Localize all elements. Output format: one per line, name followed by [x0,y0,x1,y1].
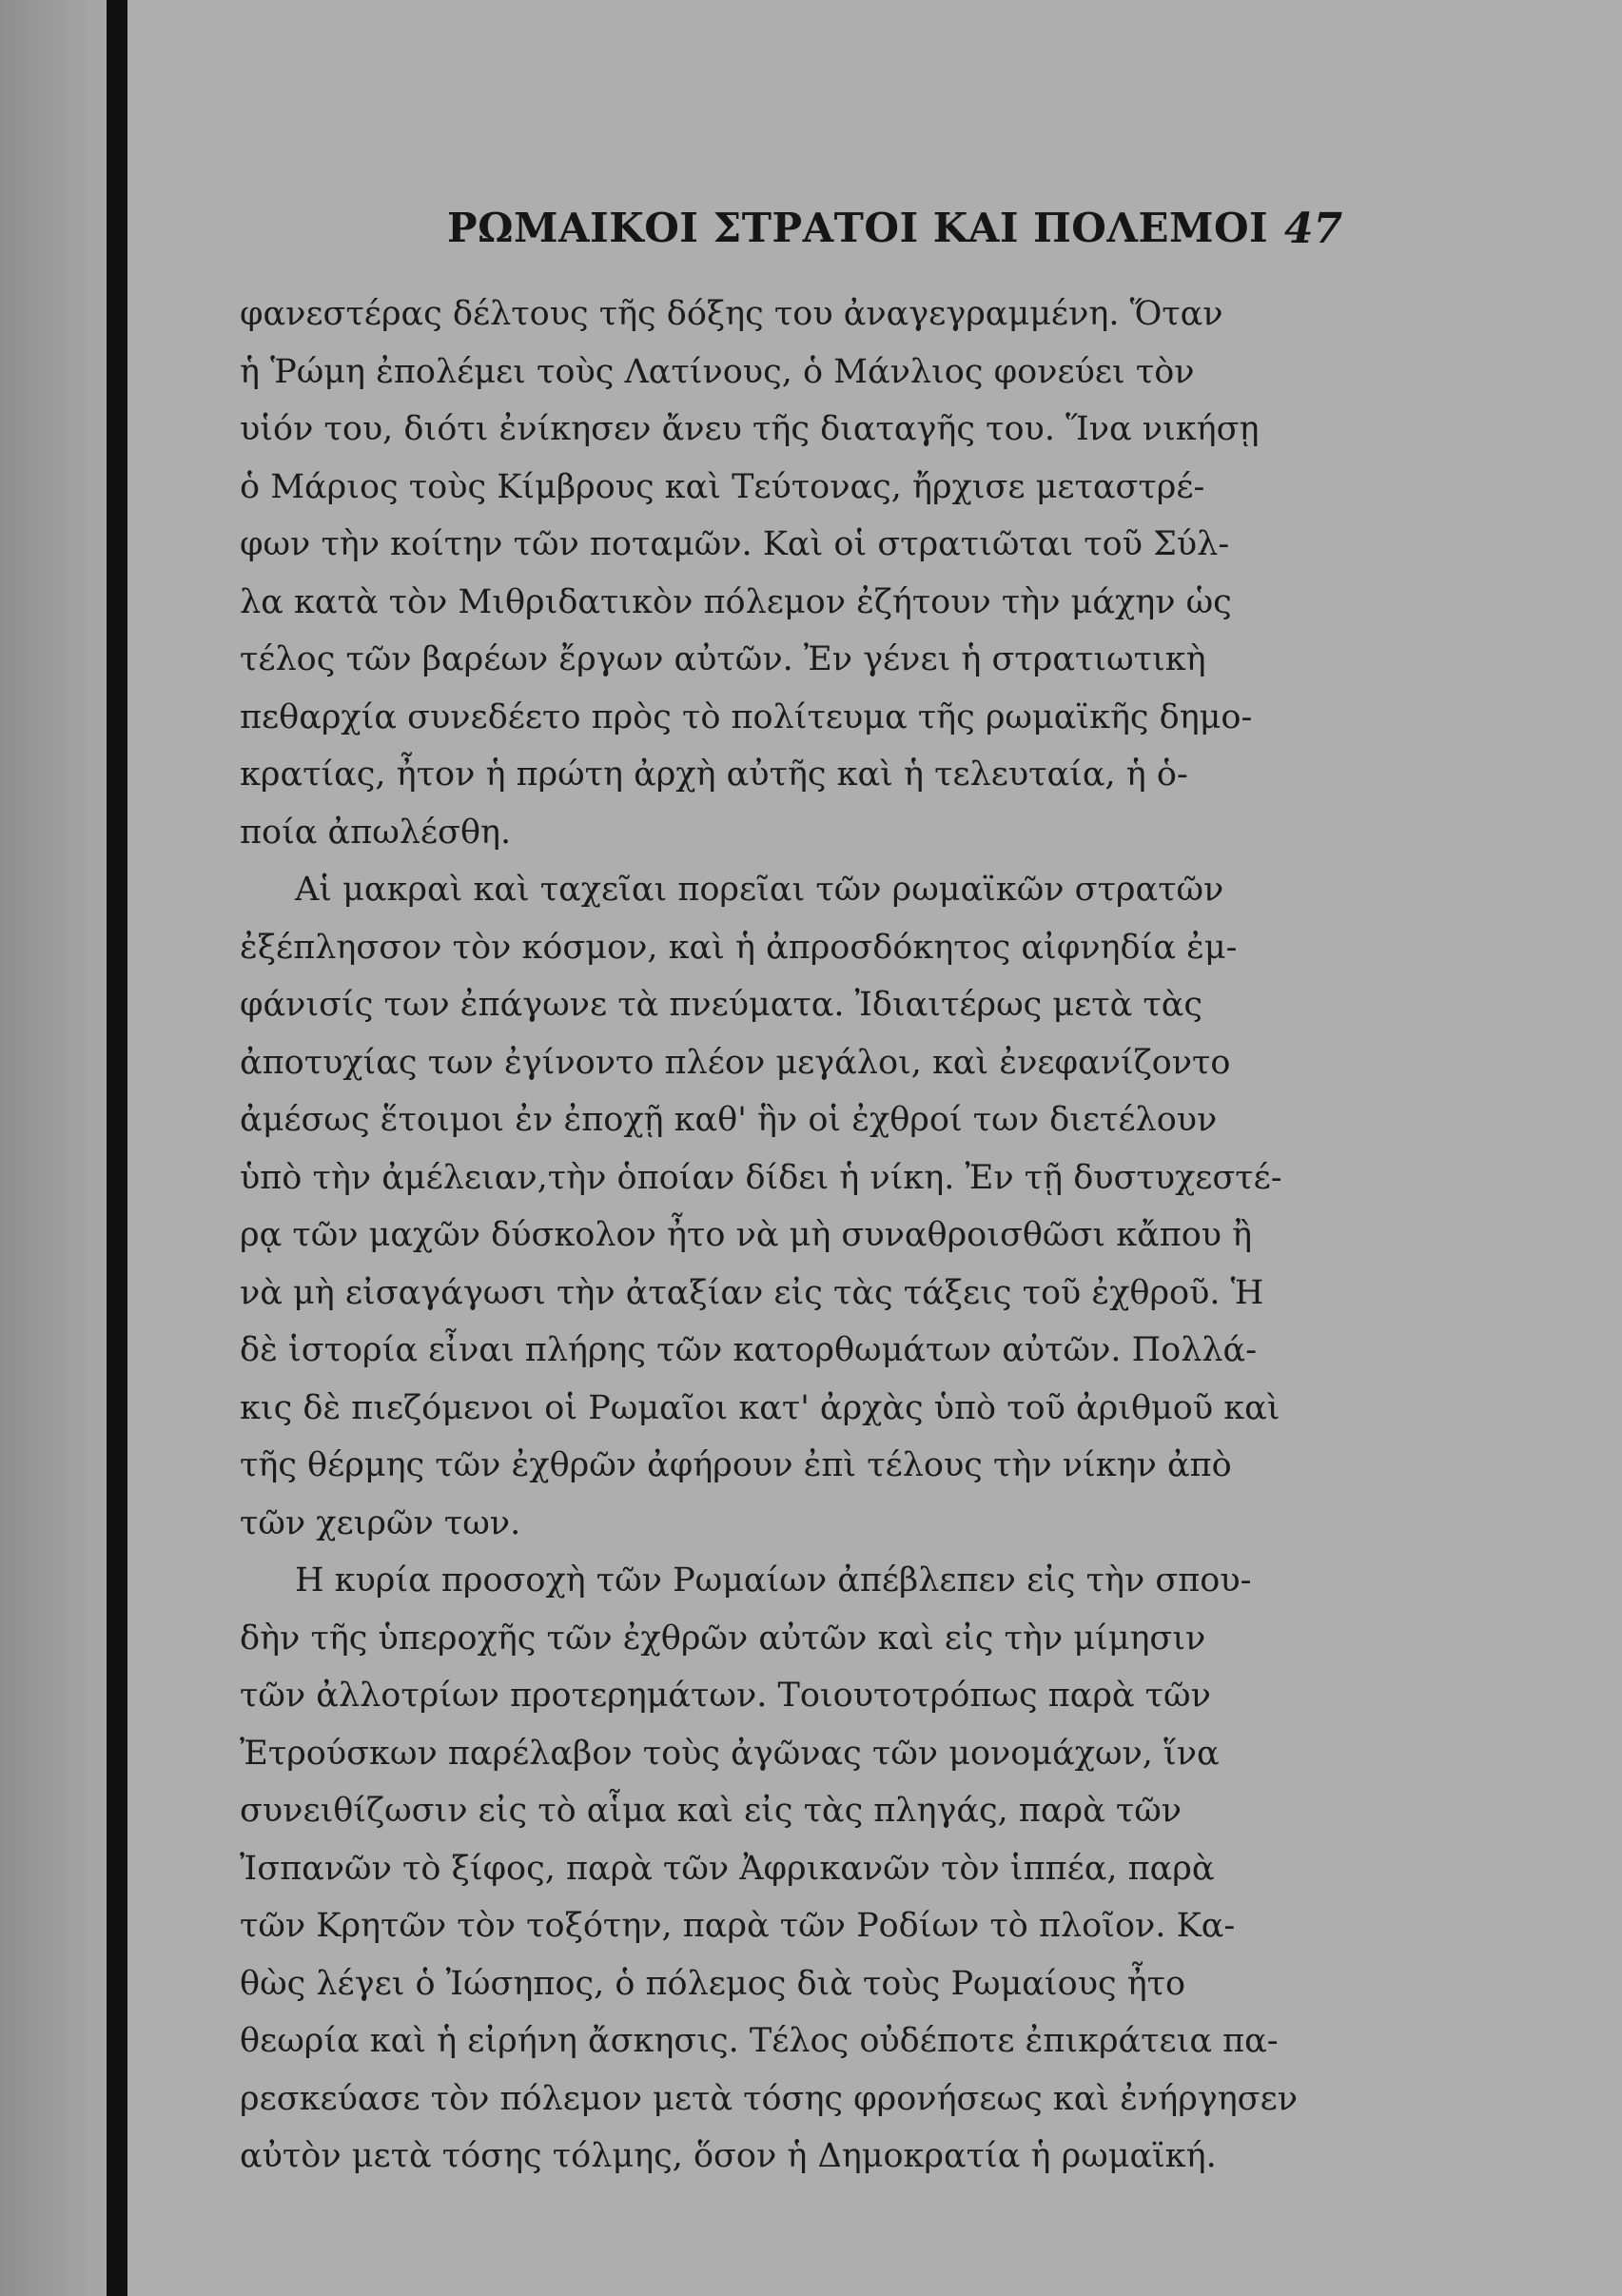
text-line: ρᾳ τῶν μαχῶν δύσκολον ἦτο νὰ μὴ συναθροισθῶσι κἄπου ἢ [240,1216,1253,1254]
text-line: ὁ Μάριος τοὺς Κίμβρους καὶ Τεύτονας, ἤρχισε μεταστρέ- [240,467,1205,506]
paragraph [240,1552,1334,2186]
text-line: τῶν Κρητῶν τὸν τοξότην, παρὰ τῶν Ροδίων τὸ πλοῖον. Κα- [240,1907,1236,1945]
text-line: φων τὴν κοίτην τῶν ποταμῶν. Καὶ οἱ στρατιῶται τοῦ Σύλ- [240,525,1230,563]
text-line: Ἰσπανῶν τὸ ξίφος, παρὰ τῶν Ἀφρικανῶν τὸν ἱππέα, παρὰ [240,1849,1215,1888]
text-line: τῶν χειρῶν των. [240,1503,521,1542]
text-line: φανεστέρας δέλτους τῆς δόξης του ἀναγεγραμμένη. Ὅταν [240,295,1223,333]
page-number: 47 [1284,205,1343,253]
text-line: Ἐτρούσκων παρέλαβον τοὺς ἀγῶνας τῶν μονομάχων, ἵνα [240,1734,1220,1773]
text-line: ποία ἀπωλέσθη. [240,813,512,852]
text-line: συνειθίζωσιν εἰς τὸ αἷμα καὶ εἰς τὰς πληγάς, παρὰ τῶν [240,1792,1182,1830]
text-line: τῶν ἀλλοτρίων προτερημάτων. Τοιουτοτρόπως παρὰ τῶν [240,1677,1211,1715]
text-line: δὴν τῆς ὑπεροχῆς τῶν ἐχθρῶν αὐτῶν καὶ εἰς τὴν μίμησιν [240,1619,1206,1658]
text-line: ὑπὸ τὴν ἀμέλειαν,τὴν ὁποίαν δίδει ἡ νίκη. Ἐν τῇ δυστυχεστέ- [240,1158,1282,1197]
text-line: πεθαρχία συνεδέετο πρὸς τὸ πολίτευμα τῆς ρωμαϊκῆς δημο- [240,697,1253,736]
text-line: λα κατὰ τὸν Μιθριδατικὸν πόλεμον ἐζήτουν τὴν μάχην ὡς [240,582,1232,621]
text-line: θεωρία καὶ ἡ εἰρήνη ἄσκησις. Τέλος οὐδέποτε ἐπικράτεια πα- [240,2022,1279,2060]
text-line: τέλος τῶν βαρέων ἔργων αὐτῶν. Ἐν γένει ἡ στρατιωτικὴ [240,640,1206,678]
text-line: κις δὲ πιεζόμενοι οἱ Ρωμαῖοι κατ' ἀρχὰς ὑπὸ τοῦ ἀριθμοῦ καὶ [240,1388,1280,1427]
paragraph [240,285,1334,861]
text-line: ἀποτυχίας των ἐγίνοντο πλέον μεγάλοι, καὶ ἐνεφανίζοντο [240,1043,1231,1082]
text-line: ἀμέσως ἕτοιμοι ἐν ἐποχῇ καθ' ἣν οἱ ἐχθροί των διετέλουν [240,1101,1218,1139]
text-line: νὰ μὴ εἰσαγάγωσι τὴν ἀταξίαν εἰς τὰς τάξεις τοῦ ἐχθροῦ. Ἡ [240,1273,1264,1312]
page-header [447,205,1351,262]
text-line: ἡ Ῥώμη ἐπολέμει τοὺς Λατίνους, ὁ Μάνλιος φονεύει τὸν [240,352,1195,391]
paragraph [240,861,1334,1552]
text-line: δὲ ἱστορία εἶναι πλήρης τῶν κατορθωμάτων αὐτῶν. Πολλά- [240,1331,1258,1369]
text-line: κρατίας, ἦτον ἡ πρώτη ἀρχὴ αὐτῆς καὶ ἡ τελευταία, ἡ ὁ- [240,756,1188,794]
text-line: ρεσκεύασε τὸν πόλεμον μετὰ τόσης φρονήσεως καὶ ἐνήργησεν [240,2079,1298,2118]
text-line: υἱόν του, διότι ἐνίκησεν ἄνευ τῆς διαταγῆς του. Ἵνα νικήσῃ [240,410,1260,448]
book-spine-edge [107,0,127,2296]
text-line: φάνισίς των ἐπάγωνε τὰ πνεύματα. Ἰδιαιτέρως μετὰ τὰς [240,986,1202,1024]
running-title: ΡΩΜΑΙΚΟΙ ΣΤΡΑΤΟΙ ΚΑΙ ΠΟΛΕΜΟΙ [447,205,1269,251]
text-line: Η κυρία προσοχὴ τῶν Ρωμαίων ἀπέβλεπεν εἰς τὴν σπου- [295,1561,1252,1599]
text-line: θὼς λέγει ὁ Ἰώσηπος, ὁ πόλεμος διὰ τοὺς Ρωμαίους ἦτο [240,1964,1186,2003]
text-line: τῆς θέρμης τῶν ἐχθρῶν ἀφήρουν ἐπὶ τέλους τὴν νίκην ἀπὸ [240,1446,1232,1484]
body-text [240,285,1334,2186]
text-line: Αἱ μακραὶ καὶ ταχεῖαι πορεῖαι τῶν ρωμαϊκῶν στρατῶν [295,871,1224,909]
text-line: αὐτὸν μετὰ τόσης τόλμης, ὅσον ἡ Δημοκρατία ἡ ρωμαϊκή. [240,2137,1217,2175]
text-line: ἐξέπλησσον τὸν κόσμον, καὶ ἡ ἀπροσδόκητος αἰφνηδία ἐμ- [240,928,1238,967]
